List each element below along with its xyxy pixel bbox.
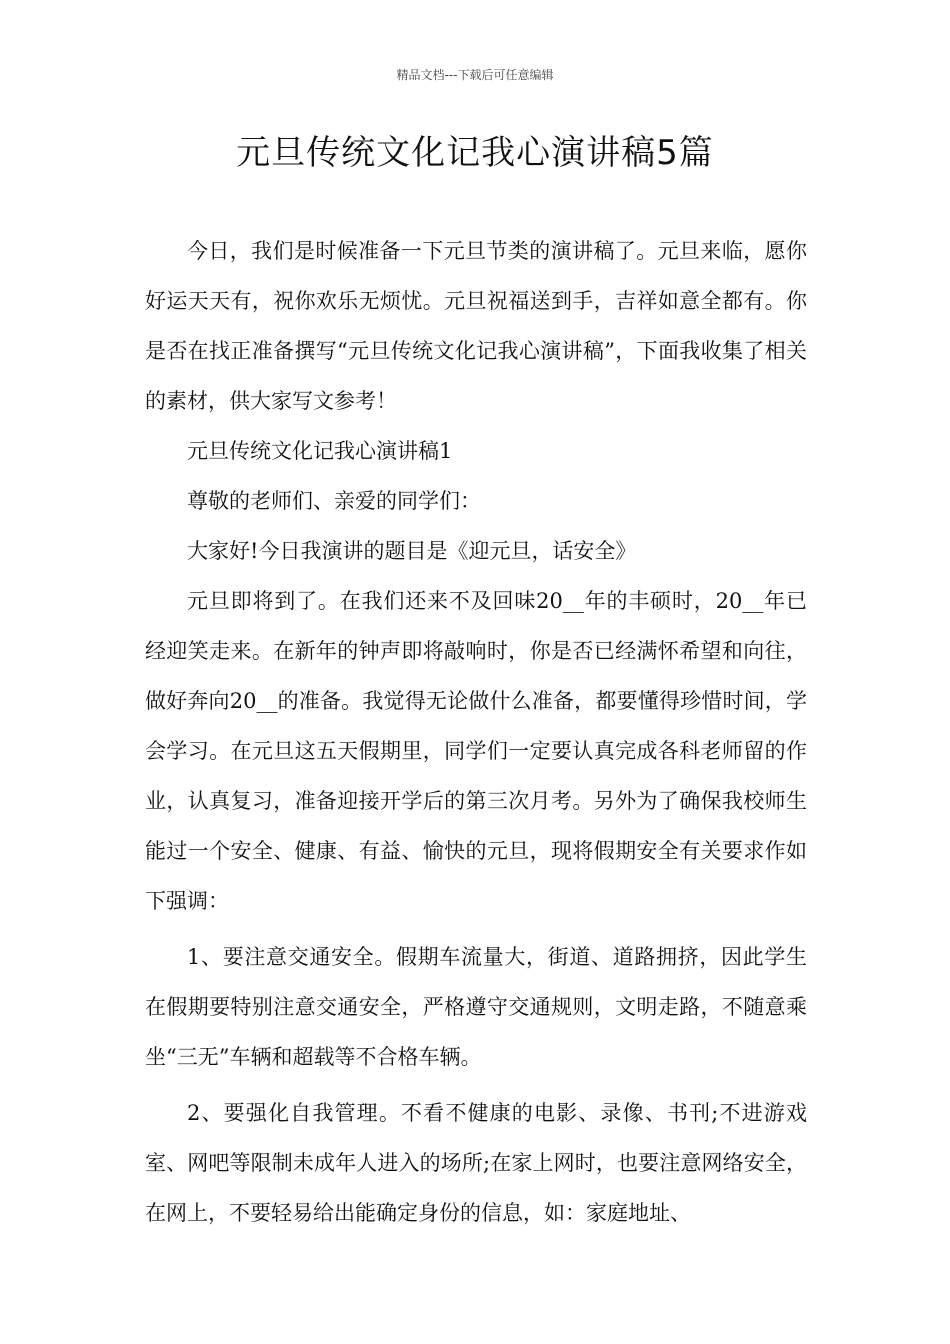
document-title: 元旦传统文化记我心演讲稿5篇 <box>236 133 714 173</box>
body-paragraph: 元旦即将到了。在我们还来不及回味20__年的丰硕时，20__年已经迎笑走来。在新年的钟声即将敲响时，你是否已经满怀希望和向往，做好奔向20__的准备。我觉得无论做什么准备，都要懂得珍惜时间，学会学习。在元旦这五天假期里，同学们一定要认真完成各科老师留的作业，认真复习，准备迎接开学后的第三次月考。另外为了确保我校师生能过一个安全、健康、有益、愉快的元旦，现将假期安全有关要求作如下强调： <box>145 589 807 913</box>
salutation-paragraph: 尊敬的老师们、亲爱的同学们： <box>187 489 481 513</box>
header-note: 精品文档---下载后可任意编辑 <box>396 68 554 82</box>
greeting-paragraph: 大家好!今日我演讲的题目是《迎元旦，话安全》 <box>187 539 637 563</box>
list-item-paragraph: 2、要强化自我管理。不看不健康的电影、录像、书刊;不进游戏室、网吧等限制未成年人进入的场所;在家上网时，也要注意网络安全，在网上，不要轻易给出能确定身份的信息，如：家庭地址、 <box>145 1101 807 1225</box>
list-item-paragraph: 1、要注意交通安全。假期车流量大，街道、道路拥挤，因此学生在假期要特别注意交通安全，严格遵守交通规则，文明走路，不随意乘坐“三无”车辆和超载等不合格车辆。 <box>145 945 807 1069</box>
document-body <box>145 226 807 1238</box>
intro-paragraph: 今日，我们是时候准备一下元旦节类的演讲稿了。元旦来临，愿你好运天天有，祝你欢乐无烦忧。元旦祝福送到手，吉祥如意全都有。你是否在找正准备撰写“元旦传统文化记我心演讲稿”，下面我收集了相关的素材，供大家写文参考！ <box>145 239 807 413</box>
section-heading: 元旦传统文化记我心演讲稿1 <box>187 439 453 463</box>
